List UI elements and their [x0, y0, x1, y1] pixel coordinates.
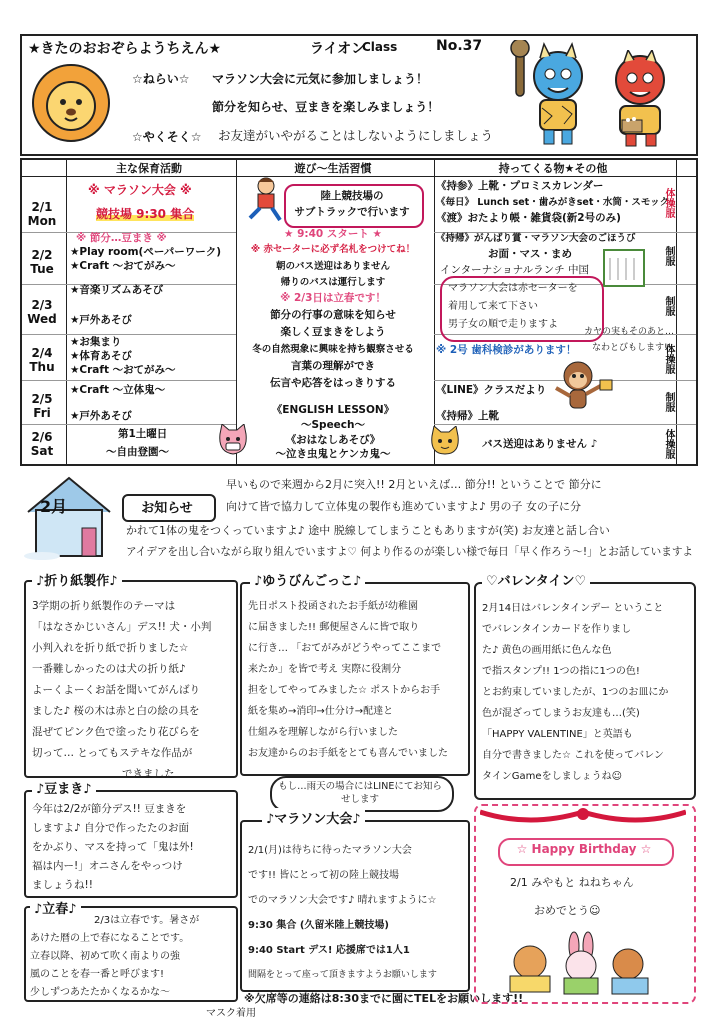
issue-number: No.37 — [436, 38, 483, 54]
bring-tue-3: インターナショナルランチ 中国 — [440, 264, 589, 276]
side-sat: 体操服 — [663, 429, 674, 459]
calendar-icon — [602, 248, 646, 288]
play-bus-2: 帰りのバスは運行します — [280, 277, 386, 288]
mame-title: ♪豆まき♪ — [32, 778, 96, 797]
activity-mon-2: 競技場 9:30 集合 — [96, 207, 195, 221]
play-line-2: 楽しく豆まきをしよう — [280, 326, 386, 338]
lion-icon — [30, 62, 112, 144]
bring-memo-3: 男子女の順で走りますよ — [448, 319, 558, 330]
play-start: ★ 9:40 スタート ★ — [284, 228, 382, 240]
notice-title: お知らせ — [141, 501, 193, 516]
day-mon: 2/1 Mon — [27, 200, 57, 228]
red-oni-icon — [600, 50, 680, 148]
notice-line-4: アイデアを出し合いながら取り組んでいますよ♡ 何より作るのが楽しい様で毎日「早く作ろう～!」とお話していますよ — [126, 546, 694, 558]
house-label: 2月 — [40, 497, 68, 516]
bring-mon-3: 《渡》おたより帳・雑貨袋(新2号のみ) — [436, 212, 621, 224]
aim-1: マラソン大会に元気に参加しましょう！ — [212, 72, 429, 86]
animals-icon — [504, 926, 664, 996]
play-line-3: 冬の自然現象に興味を持ち観察させる — [252, 344, 414, 355]
activity-thu-3: ★Craft ～おてがみ～ — [70, 364, 176, 376]
valentine-text: 2月14日はバレンタインデー ということ でバレンタインカードを作りまし た♪ 黄色の画用紙に色んな色 で指スタンプ!! 1つの指に1つの色! とお約束していましたが、1つのお皿にか 色が混ざってしまうお友達も…(笑) 「HAPPY VALENTINE」と英語も 自分で書きました☆ これを使ってバレン タインGameをしましょうね☺ — [482, 603, 669, 782]
play-english: 《ENGLISH LESSON》 — [271, 404, 395, 416]
side-wed: 制服 — [663, 296, 674, 316]
origami-text: 3学期の折り紙製作のテーマは 「はなさかじいさん」デス!! 犬・小判 小判入れを折り紙で折りました☆ 一番難しかったのは犬の折り紙♪ よーくよーくお話を聞いてがんばり ました♪ 桜の木は赤と白の絵の具を 混ぜてピンク色で塗ったり花びらを 切って… とってもステキな作品が できました — [32, 600, 212, 780]
marathon-title: ♪マラソン大会♪ — [262, 808, 365, 827]
play-bubble-2: サブトラックで行います — [294, 206, 410, 218]
risshun-title: ♪立春♪ — [30, 898, 81, 917]
bring-fri: 《持帰》上靴 — [436, 410, 499, 422]
play-line-4: 言葉の理解ができ — [291, 360, 375, 372]
notice-line-1: 早いもので来週から2月に突入!! 2月といえば… 節分!! ということで 節分に — [226, 478, 602, 491]
day-wed: 2/3 Wed — [27, 298, 57, 326]
activity-sat-2: ～自由登園～ — [106, 446, 169, 458]
bring-sat-bus: バス送迎はありません ♪ — [482, 438, 598, 450]
activity-fri-2: ★戸外あそび — [70, 410, 132, 422]
play-speech: ～Speech～ — [300, 419, 366, 431]
bring-tue-2: お面・マス・まめ — [488, 248, 572, 260]
blue-oni-icon — [508, 40, 598, 148]
activity-wed-2: ★戸外あそび — [70, 314, 132, 326]
side-tue: 制服 — [663, 246, 674, 266]
class-label: Class — [362, 40, 398, 54]
activity-tue-2: ★Play room(ペーパーワーク) — [70, 246, 222, 258]
bring-memo-2: 着用して来て下さい — [448, 301, 538, 312]
yubin-text: 先日ポスト投函されたお手紙が幼稚園 に届きました!! 郵便屋さんに皆で取り に行き… 「おてがみがどうやってここまで 来たか」を皆で考え 実際に役割分 担をしてやってみました☆ ポストからお手 紙を集め→消印→仕分け→配達と 仕組みを理解しながら行いました お友達からのお手紙をとても喜んでいました — [248, 601, 448, 759]
header-play: 遊び～生活習慣 — [294, 162, 372, 175]
absence-notice: ※欠席等の連絡は8:30までに園にTELをお願いします!! — [244, 992, 524, 1005]
ribbon-icon — [480, 806, 686, 832]
activity-tue-3: ★Craft ～おてがみ～ — [70, 260, 176, 272]
activity-sat-1: 第1土曜日 — [118, 428, 168, 440]
bring-line: 《LINE》クラスだより — [436, 384, 547, 396]
activity-mon-1: ※ マラソン大会 ※ — [88, 183, 192, 197]
side-mon: 体操服 — [663, 188, 674, 218]
bring-memo-4: カヤの実もそのあと… — [584, 327, 675, 337]
play-sweater: ※ 赤セーターに必ず名札をつけてね！ — [250, 244, 416, 255]
side-thu: 体操服 — [663, 344, 674, 374]
play-bubble-1: 陸上競技場の — [320, 190, 384, 202]
play-bus-1: 朝のバス送迎はありません — [275, 261, 390, 272]
notice-line-3: かれて1体の鬼をつくっていますよ♪ 途中 脱線してしまうこともありますが(笑) お友達と話し合い — [126, 524, 610, 537]
day-fri: 2/5 Fri — [31, 392, 53, 420]
cat-icon-2 — [428, 426, 462, 456]
activity-wed-1: ★音楽リズムあそび — [70, 284, 164, 296]
activity-thu-2: ★体育あそび — [70, 350, 132, 362]
mame-text: 今年は2/2が節分デス!! 豆まきを しますよ♪ 自分で作ったたのお面 をかぶり、マスを持って「鬼は外! 福は内ー!」オニさんをやっつけ ましょうね!! — [32, 803, 194, 891]
house-icon — [22, 472, 116, 562]
risshun-text: 2/3は立春です。暑さが あけた暦の上で春になることです。 立春以降、初めて吹く南よりの強 風のことを春一番と呼びます! 少しずつあたたかくなるかな～ — [30, 915, 200, 998]
header-bring: 持ってくる物★その他 — [498, 162, 608, 175]
aim-2: 節分を知らせ、豆まきを楽しみましょう！ — [212, 100, 440, 114]
promise-label: ☆やくそく☆ — [132, 130, 202, 144]
bring-mon-2: 《毎日》 Lunch set・歯みがきset・水筒・スモック — [436, 197, 670, 208]
rain-bubble-text: もし…雨天の場合にはLINEにてお知らせします — [278, 781, 442, 805]
birthday-wish: おめでとう☺ — [534, 904, 601, 917]
day-thu: 2/4 Thu — [29, 346, 55, 374]
marathon-text: 2/1(月)は待ちに待ったマラソン大会 です!! 皆にとって初の陸上競技場 でのマラソン大会です♪ 晴れますように☆ 9:30 集合 (久留米陸上競技場) 9:40 Start デス! 応援席では1人1 間隔をとって座って頂きますようお願いします — [248, 845, 437, 980]
bring-thu-notice: ※ 2号 歯科検診があります！ — [436, 344, 577, 356]
yubin-title: ♪ゆうびんごっこ♪ — [250, 570, 365, 589]
runner-icon — [240, 176, 290, 222]
activity-thu-1: ★お集まり — [70, 336, 122, 348]
side-fri: 制服 — [663, 392, 674, 412]
header-activities: 主な保育活動 — [116, 162, 182, 175]
birthday-title: ☆ Happy Birthday ☆ — [516, 842, 652, 856]
class-name: ライオン — [310, 41, 366, 57]
play-line-1: 節分の行事の意味を知らせ — [270, 309, 396, 321]
notice-line-2: 向けて皆で協力して立体鬼の製作も進めていますよ♪ 男の子 女の子に分 — [226, 500, 582, 513]
play-ohanashi: 《おはなしあそび》 — [285, 434, 381, 446]
bring-mon-1: 《持参》上靴・プロミスカレンダー — [436, 180, 604, 192]
monkey-icon — [548, 356, 614, 422]
activity-tue-1: ※ 節分…豆まき ※ — [76, 232, 167, 244]
bring-tue-1: 《持帰》がんばり賞・マラソン大会のごほうび — [436, 233, 636, 244]
play-story: ～泣き虫鬼とケンカ鬼～ — [275, 448, 391, 460]
valentine-title: ♡バレンタイン♡ — [482, 570, 590, 589]
day-sat: 2/6 Sat — [30, 430, 54, 458]
mask-note: マスク着用 — [206, 1008, 256, 1019]
promise-text: お友達がいやがることはしないようにしましょう — [218, 128, 494, 143]
cat-icon — [216, 424, 250, 456]
aim-label: ☆ねらい☆ — [132, 72, 190, 86]
activity-fri-1: ★Craft ～立体鬼～ — [70, 384, 166, 396]
bring-memo-1: マラソン大会は赤セーターを — [448, 283, 578, 294]
play-setsubun-day: ※ 2/3日は立春です！ — [280, 292, 386, 304]
school-name: ★きたのおおぞらようちえん★ — [28, 41, 222, 57]
origami-title: ♪折り紙製作♪ — [32, 570, 122, 589]
play-line-5: 伝言や応答をはっきりする — [270, 377, 396, 389]
birthday-name: 2/1 みやもと ねねちゃん — [510, 876, 634, 889]
day-tue: 2/2 Tue — [30, 248, 54, 276]
bring-memo-5: なわとびもします!! — [592, 343, 672, 353]
